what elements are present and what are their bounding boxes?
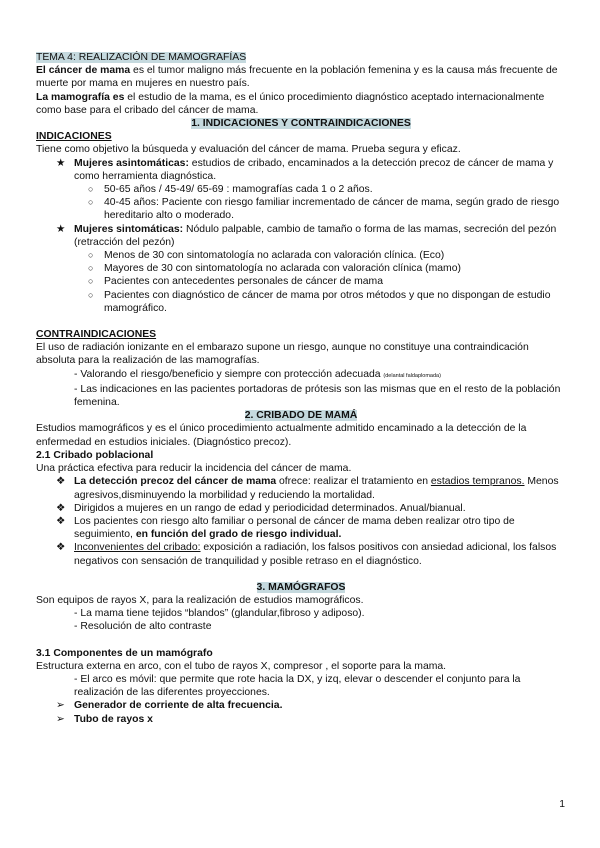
dash-bullet-icon: - xyxy=(74,673,78,685)
sint-text: Nódulo palpable, cambio de tamaño o forma de las mamas, secreción del pezón (retracción del pezón) xyxy=(74,223,557,248)
dash-bullet-icon: - xyxy=(74,368,78,380)
intro-2-bold: La mamografía es xyxy=(36,91,125,103)
page-number: 1 xyxy=(559,799,565,810)
contra-item-1-note: (delantal faldaplomada) xyxy=(383,372,441,379)
list-item-dash xyxy=(36,673,566,699)
diamond-bullet-icon: ❖ xyxy=(56,502,66,514)
diamond-bullet-icon: ❖ xyxy=(56,476,66,488)
cribado-item-1-text: ofrece: realizar el tratamiento en xyxy=(276,476,431,488)
circle-bullet-icon: ○ xyxy=(88,250,94,261)
section-3-1-text: Estructura externa en arco, con el tubo de rayos X, compresor , el soporte para la mama. xyxy=(36,660,447,672)
list-item-sub xyxy=(36,289,566,315)
indicaciones-text: Tiene como objetivo la búsqueda y evaluación del cáncer de mama. Prueba segura y eficaz. xyxy=(36,144,461,156)
section-2-text: Estudios mamográficos y es el único procedimiento actualmente admitido encaminado a la detección de la enfermedad en estudios iniciales. (Diagnóstico precoz). xyxy=(36,423,527,448)
dash-bullet-icon: - xyxy=(74,608,78,620)
cribado-item-3-bold: en función del grado de riesgo individual. xyxy=(135,529,342,541)
diamond-bullet-icon: ❖ xyxy=(56,515,66,527)
asint-sub-1: 50-65 años / 45-49/ 65-69 : mamografías cada 1 o 2 años. xyxy=(104,184,373,196)
section-3-text: Son equipos de rayos X, para la realización de estudios mamográficos. xyxy=(36,594,364,606)
list-item-diamond xyxy=(36,541,566,567)
arrow-item-1: Generador de corriente de alta frecuencia. xyxy=(74,700,283,712)
cribado-item-1-after: Menos agresivos,disminuyendo la morbilidad y reduciendo la mortalidad. xyxy=(74,476,559,501)
sint-sub-4: Pacientes con diagnóstico de cáncer de mama por otros métodos y que no dispongan de estudio mamográfico. xyxy=(104,289,551,314)
contra-item-2: Las indicaciones en las pacientes portadoras de prótesis son las mismas que en el resto de la población femenina. xyxy=(74,383,561,409)
contra-item-1: Valorando el riesgo/beneficio y siempre con protección adecuada xyxy=(80,368,384,380)
star-bullet-icon: ★ xyxy=(56,157,66,169)
list-item-sub xyxy=(36,183,566,196)
document-body xyxy=(36,51,566,726)
spacer xyxy=(36,315,566,328)
circle-bullet-icon: ○ xyxy=(88,276,94,287)
arrow-item-2: Tubo de rayos x xyxy=(74,713,153,725)
list-item-dash xyxy=(36,620,566,633)
cribado-item-2-text: Dirigidos a mujeres en un rango de edad y periodicidad determinados. Anual/bianual. xyxy=(74,502,466,514)
intro-1-text: es el tumor maligno más frecuente en la población femenina y es la causa más frecuente de muerte por mama en mujeres en nuestro país. xyxy=(36,65,558,90)
mamografo-item-2: Resolución de alto contraste xyxy=(80,621,212,633)
circle-bullet-icon: ○ xyxy=(88,263,94,274)
list-item-asintomaticas xyxy=(36,157,566,183)
section-3-1-title: 3.1 Componentes de un mamógrafo xyxy=(36,647,213,659)
intro-paragraph-2 xyxy=(36,91,566,117)
document-title xyxy=(36,51,566,64)
list-item-dash xyxy=(36,383,566,409)
list-item-dash xyxy=(36,607,566,620)
sint-sub-2: Mayores de 30 con sintomatología no aclarada con valoración clínica (mamo) xyxy=(104,263,461,275)
arco-item: El arco es móvil: que permite que rote hacia la DX, y izq, elevar o descender el conjunto para la realización de las diferentes proyecciones. xyxy=(74,673,521,699)
intro-1-bold: El cáncer de mama xyxy=(36,65,131,77)
arrow-bullet-icon: ➢ xyxy=(56,713,65,725)
spacer xyxy=(36,568,566,581)
section-1-heading xyxy=(36,117,566,130)
cribado-item-4-underline: Inconvenientes del cribado: xyxy=(74,542,201,554)
cribado-item-1-bold: La detección precoz del cáncer de mama xyxy=(74,476,277,488)
section-2-heading xyxy=(36,409,566,422)
title-highlight: TEMA 4: REALIZACIÓN DE MAMOGRAFÍAS xyxy=(36,52,247,63)
section-2-1-text: Una práctica efectiva para reducir la incidencia del cáncer de mama. xyxy=(36,463,352,475)
list-item-diamond xyxy=(36,475,566,501)
list-item-sub xyxy=(36,275,566,288)
asint-text: estudios de cribado, encaminados a la detección precoz de cáncer de mama y como herramienta diagnóstica. xyxy=(74,157,554,182)
cribado-item-4-text: exposición a radiación, los falsos positivos con ansiedad adicional, los falsos negativos con sensación de tranquilidad y posible retraso en el diagnóstico. xyxy=(74,542,557,567)
diamond-bullet-icon: ❖ xyxy=(56,542,66,554)
circle-bullet-icon: ○ xyxy=(88,184,94,195)
asint-sub-2: 40-45 años: Paciente con riesgo familiar incrementado de cáncer de mama, según grado de riesgo hereditario alto o moderado. xyxy=(104,197,560,222)
intro-2-text: el estudio de la mama, es el único procedimiento diagnóstico aceptado internacionalmente como base para el cribado del cáncer de mama. xyxy=(36,91,545,116)
intro-paragraph-1 xyxy=(36,64,566,90)
cribado-item-3-text: Los pacientes con riesgo alto familiar o personal de cáncer de mama deben realizar otro tipo de seguimiento, xyxy=(74,515,515,541)
section-3-heading xyxy=(36,581,566,594)
list-item-sub xyxy=(36,196,566,222)
spacer xyxy=(36,634,566,647)
section-3-heading-text: 3. MAMÓGRAFOS xyxy=(256,581,346,593)
list-item-diamond xyxy=(36,502,566,515)
star-bullet-icon: ★ xyxy=(56,223,66,235)
sint-sub-1: Menos de 30 con sintomatología no aclarada con valoración clínica. (Eco) xyxy=(104,250,445,262)
dash-bullet-icon: - xyxy=(74,383,78,395)
list-item-sub xyxy=(36,249,566,262)
circle-bullet-icon: ○ xyxy=(88,197,94,208)
list-item-sintomaticas xyxy=(36,223,566,249)
list-item-sub xyxy=(36,262,566,275)
arrow-bullet-icon: ➢ xyxy=(56,700,65,712)
sint-sub-3: Pacientes con antecedentes personales de cáncer de mama xyxy=(104,276,383,288)
asint-bold: Mujeres asintomáticas: xyxy=(74,157,189,169)
mamografo-item-1: La mama tiene tejidos “blandos” (glandular,fibroso y adiposo). xyxy=(80,608,365,620)
list-item-diamond xyxy=(36,515,566,541)
list-item-arrow xyxy=(36,713,566,726)
contraindicaciones-text: El uso de radiación ionizante en el embarazo supone un riesgo, aunque no constituye una contraindicación absoluta para la realización de las mamografías. xyxy=(36,342,529,367)
dash-bullet-icon: - xyxy=(74,621,78,633)
section-2-1-title: 2.1 Cribado poblacional xyxy=(36,449,154,461)
cribado-item-1-underline: estadios tempranos. xyxy=(430,476,525,488)
list-item-arrow xyxy=(36,699,566,712)
sint-bold: Mujeres sintomáticas: xyxy=(74,223,184,235)
list-item-dash xyxy=(36,368,566,383)
indicaciones-title: INDICACIONES xyxy=(36,131,112,143)
circle-bullet-icon: ○ xyxy=(88,289,94,300)
contraindicaciones-title: CONTRAINDICACIONES xyxy=(36,329,157,341)
section-2-heading-text: 2. CRIBADO DE MAMÁ xyxy=(244,410,358,422)
section-1-heading-text: 1. INDICACIONES Y CONTRAINDICACIONES xyxy=(191,118,411,130)
